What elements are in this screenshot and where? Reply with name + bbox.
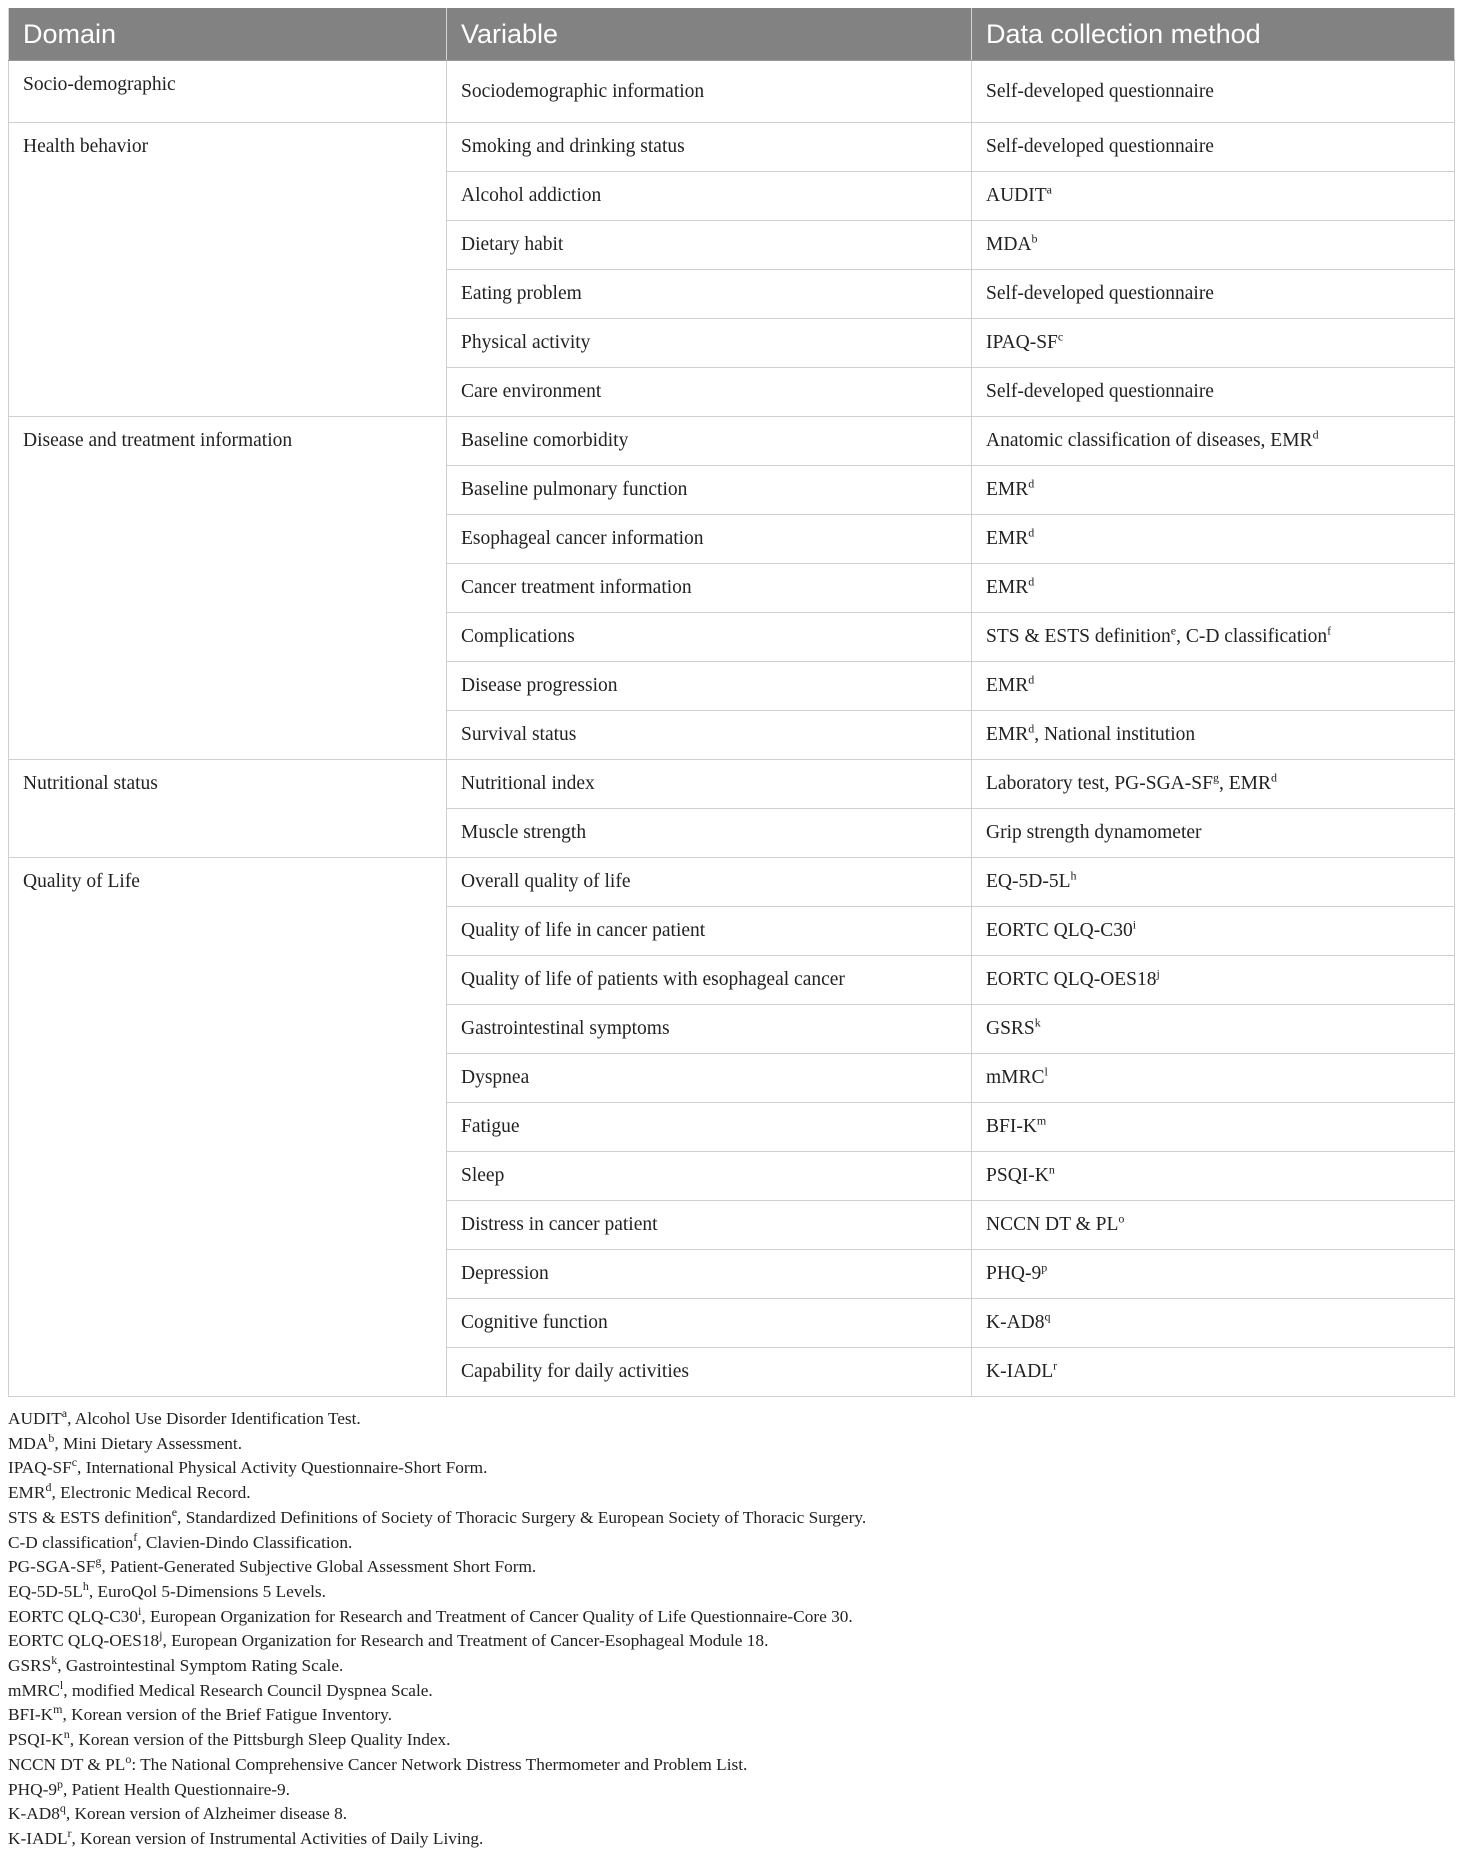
- text-segment: EMR: [986, 479, 1029, 500]
- text-segment: EMR: [986, 528, 1029, 549]
- variable-cell: Gastrointestinal symptoms: [447, 1005, 972, 1054]
- footnote-marker: j: [159, 1628, 163, 1643]
- header-method: Data collection method: [972, 8, 1455, 61]
- variable-cell: Physical activity: [447, 319, 972, 368]
- footnote-marker: d: [1028, 721, 1035, 736]
- footnote-marker: d: [1270, 770, 1277, 785]
- method-cell: [972, 760, 1455, 809]
- footnote: [8, 1654, 1454, 1679]
- footnote-marker: n: [1048, 1162, 1055, 1177]
- text-segment: STS & ESTS definition: [8, 1507, 172, 1527]
- variable-cell: Care environment: [447, 368, 972, 417]
- text-segment: BFI-K: [8, 1705, 54, 1725]
- variable-cell: Sociodemographic information: [447, 61, 972, 123]
- footnote-marker: d: [1028, 525, 1035, 540]
- footnote-marker: b: [48, 1430, 55, 1445]
- footnote: [8, 1679, 1454, 1704]
- variable-cell: Eating problem: [447, 270, 972, 319]
- footnote-marker: l: [59, 1677, 64, 1692]
- domain-cell: Socio-demographic: [9, 61, 447, 123]
- variable-cell: Dyspnea: [447, 1054, 972, 1103]
- footnote: [8, 1629, 1454, 1654]
- variable-cell: Depression: [447, 1250, 972, 1299]
- text-segment: K-IADL: [8, 1828, 68, 1848]
- text-segment: PHQ-9: [8, 1779, 57, 1799]
- footnote: [8, 1827, 1454, 1852]
- header-variable: Variable: [447, 8, 972, 61]
- variable-cell: Complications: [447, 613, 972, 662]
- text-segment: Anatomic classification of diseases, EMR: [986, 430, 1313, 451]
- variable-cell: Baseline comorbidity: [447, 417, 972, 466]
- variable-cell: Quality of life in cancer patient: [447, 907, 972, 956]
- text-segment: , Korean version of the Brief Fatigue Inventory.: [62, 1705, 393, 1725]
- text-segment: AUDIT: [8, 1409, 62, 1428]
- footnote-marker: e: [1170, 623, 1177, 638]
- text-segment: EORTC QLQ-C30: [986, 920, 1133, 941]
- footnote: [8, 1728, 1454, 1753]
- variable-cell: Quality of life of patients with esophageal cancer: [447, 956, 972, 1005]
- text-segment: GSRS: [8, 1656, 52, 1676]
- text-segment: , Korean version of the Pittsburgh Sleep Quality Index.: [69, 1730, 451, 1750]
- footnote: [8, 1778, 1454, 1803]
- text-segment: MDA: [8, 1433, 49, 1453]
- text-segment: Self-developed questionnaire: [986, 80, 1214, 102]
- footnote-marker: f: [133, 1529, 138, 1544]
- variable-cell: Survival status: [447, 711, 972, 760]
- variable-cell: Cancer treatment information: [447, 564, 972, 613]
- text-segment: EORTC QLQ-C30: [8, 1606, 139, 1626]
- table-body: [9, 61, 1455, 1397]
- footnote-marker: i: [138, 1603, 142, 1618]
- method-cell: [972, 613, 1455, 662]
- variable-cell: Disease progression: [447, 662, 972, 711]
- footnote-marker: m: [53, 1702, 63, 1717]
- text-segment: , Korean version of Alzheimer disease 8.: [65, 1804, 348, 1824]
- text-segment: , International Physical Activity Questionnaire-Short Form.: [77, 1458, 488, 1478]
- text-segment: EORTC QLQ-OES18: [8, 1631, 160, 1651]
- text-segment: EORTC QLQ-OES18: [986, 969, 1157, 990]
- text-segment: STS & ESTS definition: [986, 626, 1171, 647]
- text-segment: IPAQ-SF: [986, 332, 1058, 353]
- method-cell: [972, 711, 1455, 760]
- method-cell: [972, 515, 1455, 564]
- header-domain: Domain: [9, 8, 447, 61]
- variable-cell: Esophageal cancer information: [447, 515, 972, 564]
- footnote-marker: n: [63, 1727, 70, 1742]
- footnote-marker: l: [1044, 1064, 1048, 1079]
- page: [8, 8, 1454, 1852]
- text-segment: , Clavien-Dindo Classification.: [137, 1532, 353, 1552]
- method-cell: [972, 319, 1455, 368]
- data-collection-table: [8, 8, 1455, 1397]
- variable-cell: Alcohol addiction: [447, 172, 972, 221]
- text-segment: EMR: [986, 577, 1029, 598]
- variable-cell: Nutritional index: [447, 760, 972, 809]
- domain-cell: Health behavior: [9, 123, 447, 417]
- text-segment: , Mini Dietary Assessment.: [54, 1433, 243, 1453]
- method-cell: [972, 1152, 1455, 1201]
- text-segment: K-AD8: [8, 1804, 60, 1824]
- text-segment: , Gastrointestinal Symptom Rating Scale.: [57, 1656, 344, 1676]
- variable-cell: Dietary habit: [447, 221, 972, 270]
- footnote-marker: a: [61, 1406, 68, 1421]
- footnote-marker: j: [1156, 966, 1160, 981]
- footnote-marker: d: [45, 1480, 52, 1495]
- footnote-marker: e: [171, 1505, 178, 1520]
- method-cell: [972, 1103, 1455, 1152]
- footnote: [8, 1753, 1454, 1778]
- table-row: [9, 858, 1455, 907]
- footnote-marker: h: [1070, 868, 1077, 883]
- footnote: [8, 1481, 1454, 1506]
- text-segment: , Korean version of Instrumental Activities of Daily Living.: [71, 1828, 484, 1848]
- text-segment: GSRS: [986, 1018, 1035, 1039]
- text-segment: K-IADL: [986, 1361, 1054, 1382]
- method-cell: [972, 1201, 1455, 1250]
- text-segment: , Electronic Medical Record.: [51, 1483, 251, 1503]
- footnote: [8, 1802, 1454, 1827]
- variable-cell: Fatigue: [447, 1103, 972, 1152]
- footnote: [8, 1605, 1454, 1630]
- method-cell: [972, 368, 1455, 417]
- footnote-marker: d: [1028, 476, 1035, 491]
- text-segment: NCCN DT & PL: [8, 1754, 126, 1774]
- footnote-marker: o: [125, 1752, 132, 1767]
- text-segment: : The National Comprehensive Cancer Network Distress Thermometer and Problem List.: [131, 1754, 748, 1774]
- text-segment: EQ-5D-5L: [986, 871, 1071, 892]
- method-cell: [972, 417, 1455, 466]
- text-segment: Self-developed questionnaire: [986, 381, 1214, 402]
- method-cell: [972, 858, 1455, 907]
- method-cell: [972, 662, 1455, 711]
- footnotes: [8, 1407, 1454, 1852]
- footnote-marker: q: [59, 1801, 66, 1816]
- variable-cell: Distress in cancer patient: [447, 1201, 972, 1250]
- footnote-marker: a: [1046, 182, 1052, 197]
- text-segment: PG-SGA-SF: [8, 1557, 96, 1577]
- footnote-marker: r: [1053, 1358, 1058, 1373]
- footnote-marker: f: [1327, 623, 1332, 638]
- footnote: [8, 1407, 1454, 1432]
- text-segment: EMR: [8, 1483, 46, 1503]
- method-cell: [972, 172, 1455, 221]
- footnote: [8, 1432, 1454, 1457]
- footnote-marker: q: [1044, 1309, 1051, 1324]
- footnote: [8, 1506, 1454, 1531]
- footnote-marker: p: [1041, 1260, 1048, 1275]
- text-segment: mMRC: [986, 1067, 1045, 1088]
- footnote-marker: r: [67, 1826, 72, 1841]
- method-cell: [972, 1054, 1455, 1103]
- method-cell: [972, 221, 1455, 270]
- table-header: [9, 8, 1455, 61]
- text-segment: C-D classification: [8, 1532, 134, 1552]
- method-cell: [972, 1005, 1455, 1054]
- footnote-marker: g: [95, 1554, 102, 1569]
- table-row: [9, 417, 1455, 466]
- variable-cell: Smoking and drinking status: [447, 123, 972, 172]
- footnote-marker: g: [1212, 770, 1219, 785]
- text-segment: EMR: [986, 724, 1029, 745]
- method-cell: [972, 1348, 1455, 1397]
- text-segment: EQ-5D-5L: [8, 1581, 83, 1601]
- text-segment: , European Organization for Research and Treatment of Cancer-Esophageal Module 18.: [162, 1631, 769, 1651]
- variable-cell: Muscle strength: [447, 809, 972, 858]
- text-segment: , Alcohol Use Disorder Identification Test.: [67, 1409, 361, 1428]
- text-segment: , C-D classification: [1176, 626, 1328, 647]
- footnote-marker: h: [82, 1579, 89, 1594]
- header-row: [9, 8, 1455, 61]
- text-segment: , Patient-Generated Subjective Global Assessment Short Form.: [101, 1557, 537, 1577]
- variable-cell: Sleep: [447, 1152, 972, 1201]
- footnote: [8, 1703, 1454, 1728]
- footnote-marker: p: [56, 1776, 63, 1791]
- footnote: [8, 1456, 1454, 1481]
- footnote-marker: k: [51, 1653, 58, 1668]
- text-segment: K-AD8: [986, 1312, 1045, 1333]
- footnote-marker: d: [1312, 427, 1319, 442]
- table-row: [9, 61, 1455, 123]
- text-segment: PHQ-9: [986, 1263, 1042, 1284]
- method-cell: [972, 123, 1455, 172]
- footnote-marker: b: [1031, 231, 1038, 246]
- text-segment: , National institution: [1034, 724, 1196, 745]
- table-row: [9, 760, 1455, 809]
- method-cell: [972, 466, 1455, 515]
- text-segment: BFI-K: [986, 1116, 1037, 1137]
- text-segment: , European Organization for Research and Treatment of Cancer Quality of Life Questionnaire-Core 30.: [141, 1606, 853, 1626]
- method-cell: [972, 1299, 1455, 1348]
- footnote-marker: o: [1118, 1211, 1125, 1226]
- method-cell: [972, 809, 1455, 858]
- table-row: [9, 123, 1455, 172]
- text-segment: mMRC: [8, 1680, 60, 1700]
- text-segment: IPAQ-SF: [8, 1458, 72, 1478]
- variable-cell: Capability for daily activities: [447, 1348, 972, 1397]
- text-segment: Self-developed questionnaire: [986, 136, 1214, 157]
- text-segment: AUDIT: [986, 185, 1047, 206]
- text-segment: , Standardized Definitions of Society of Thoracic Surgery & European Society of Thoracic Surgery.: [177, 1507, 867, 1527]
- method-cell: [972, 907, 1455, 956]
- method-cell: [972, 956, 1455, 1005]
- footnote: [8, 1580, 1454, 1605]
- variable-cell: Baseline pulmonary function: [447, 466, 972, 515]
- text-segment: , modified Medical Research Council Dyspnea Scale.: [63, 1680, 433, 1700]
- domain-cell: Disease and treatment information: [9, 417, 447, 760]
- text-segment: MDA: [986, 234, 1032, 255]
- footnote-marker: d: [1028, 672, 1035, 687]
- footnote: [8, 1531, 1454, 1556]
- text-segment: , EuroQol 5-Dimensions 5 Levels.: [88, 1581, 326, 1601]
- method-cell: [972, 564, 1455, 613]
- text-segment: Self-developed questionnaire: [986, 283, 1214, 304]
- footnote-marker: d: [1028, 574, 1035, 589]
- domain-cell: Nutritional status: [9, 760, 447, 858]
- text-segment: , EMR: [1218, 773, 1271, 794]
- text-segment: Laboratory test, PG-SGA-SF: [986, 773, 1213, 794]
- footnote: [8, 1555, 1454, 1580]
- domain-cell: Quality of Life: [9, 858, 447, 1397]
- text-segment: PSQI-K: [986, 1165, 1049, 1186]
- text-segment: NCCN DT & PL: [986, 1214, 1119, 1235]
- text-segment: , Patient Health Questionnaire-9.: [62, 1779, 290, 1799]
- footnote-marker: m: [1036, 1113, 1047, 1128]
- variable-cell: Cognitive function: [447, 1299, 972, 1348]
- footnote-marker: c: [71, 1455, 78, 1470]
- footnote-marker: c: [1057, 329, 1064, 344]
- method-cell: [972, 61, 1455, 123]
- text-segment: Grip strength dynamometer: [986, 822, 1202, 843]
- text-segment: EMR: [986, 675, 1029, 696]
- method-cell: [972, 1250, 1455, 1299]
- footnote-marker: k: [1034, 1015, 1041, 1030]
- variable-cell: Overall quality of life: [447, 858, 972, 907]
- text-segment: PSQI-K: [8, 1730, 64, 1750]
- method-cell: [972, 270, 1455, 319]
- footnote-marker: i: [1132, 917, 1137, 932]
